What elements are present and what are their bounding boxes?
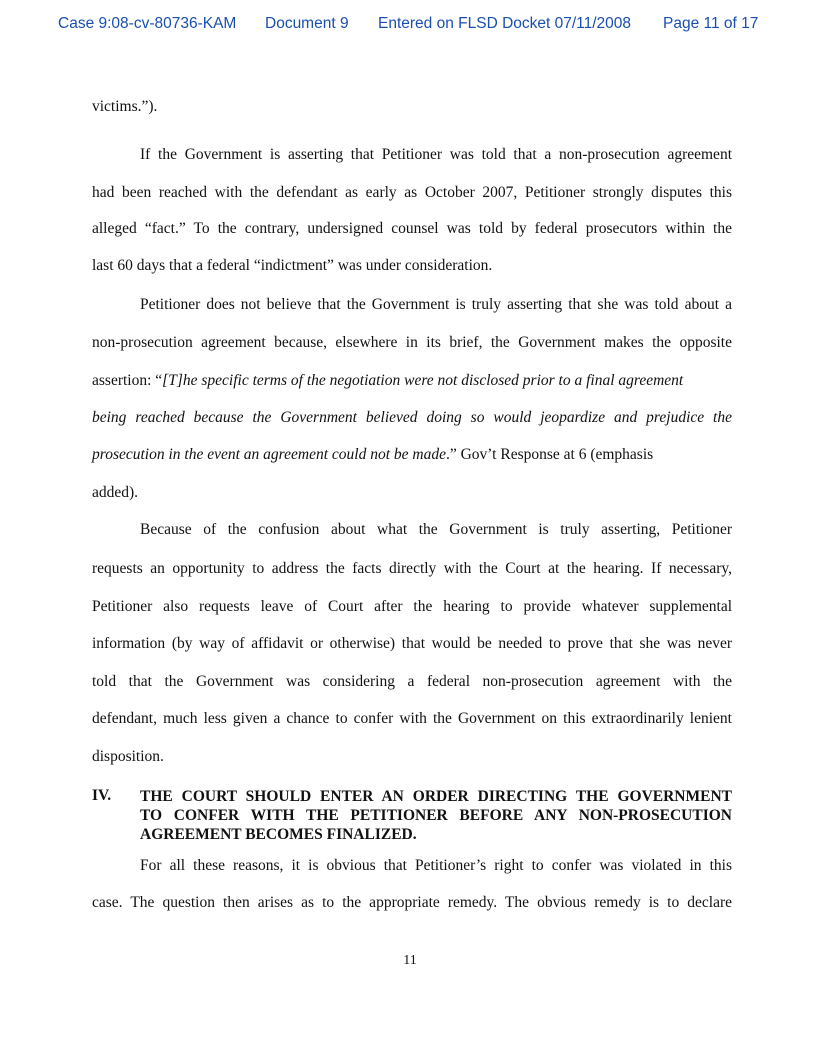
text-line: had been reached with the defendant as early as October 2007, Petitioner strongly disputes this xyxy=(92,184,732,201)
text-line: case. The question then arises as to the appropriate remedy. The obvious remedy is to declare xyxy=(92,894,732,911)
quote-italic: prosecution in the event an agreement could not be made xyxy=(92,446,446,463)
text-line: alleged “fact.” To the contrary, undersigned counsel was told by federal prosecutors within the xyxy=(92,220,732,237)
text-line: Petitioner also requests leave of Court after the hearing to provide whatever supplemental xyxy=(92,598,732,615)
text-line: defendant, much less given a chance to confer with the Government on this extraordinarily lenient xyxy=(92,710,732,727)
section-number: IV. xyxy=(92,787,112,804)
document-number: Document 9 xyxy=(265,15,349,32)
text-line: information (by way of affidavit or otherwise) that would be needed to prove that she was never xyxy=(92,635,732,652)
text-line: Petitioner does not believe that the Government is truly asserting that she was told about a xyxy=(140,296,732,313)
docket-header xyxy=(0,15,820,37)
page-number: 11 xyxy=(403,953,417,968)
text-line: victims.”). xyxy=(92,98,158,115)
text-line-quote-end xyxy=(92,445,732,465)
text-line: added). xyxy=(92,484,139,501)
text-line: requests an opportunity to address the facts directly with the Court at the hearing. If necessary, xyxy=(92,560,732,577)
quote-italic: [T]he specific terms of the negotiation were not disclosed prior to a final agreement xyxy=(162,372,684,389)
docket-entry-date: Entered on FLSD Docket 07/11/2008 xyxy=(378,15,632,32)
text-line: If the Government is asserting that Petitioner was told that a non-prosecution agreement xyxy=(140,146,732,163)
text-line: told that the Government was considering a federal non-prosecution agreement with the xyxy=(92,673,732,690)
heading-line: THE COURT SHOULD ENTER AN ORDER DIRECTING THE GOVERNMENT xyxy=(140,788,732,805)
text-line: disposition. xyxy=(92,748,164,765)
text-line-italic: being reached because the Government believed doing so would jeopardize and prejudice the xyxy=(92,409,732,426)
heading-line: TO CONFER WITH THE PETITIONER BEFORE ANY NON-PROSECUTION xyxy=(140,807,732,824)
case-number: Case 9:08-cv-80736-KAM xyxy=(58,15,237,32)
quote-citation: .” Gov’t Response at 6 (emphasis xyxy=(445,446,654,463)
text-line: last 60 days that a federal “indictment” was under consideration. xyxy=(92,257,493,274)
heading-line: AGREEMENT BECOMES FINALIZED. xyxy=(140,826,417,843)
text-line: non-prosecution agreement because, elsewhere in its brief, the Government makes the opposite xyxy=(92,334,732,351)
page-count: Page 11 of 17 xyxy=(663,15,759,32)
text-line-quote xyxy=(92,371,732,391)
text-line: For all these reasons, it is obvious that Petitioner’s right to confer was violated in this xyxy=(140,857,732,874)
text-line: Because of the confusion about what the Government is truly asserting, Petitioner xyxy=(140,521,732,538)
quote-open: assertion: “ xyxy=(92,372,163,389)
